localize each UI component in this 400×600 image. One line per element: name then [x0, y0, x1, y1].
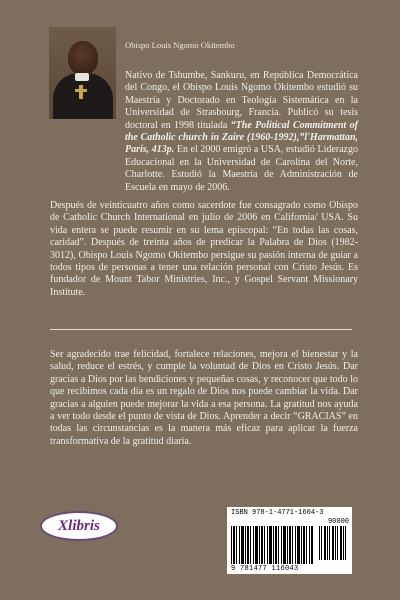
photo-caption: Obispo Louis Ngomo Okitembo: [125, 40, 235, 50]
author-bio-paragraph-2: Después de veinticuatro años como sacerdote fue consagrado como Obispo de Catholic Church International en julio de 2006 en California/ USA. Su vida entera se puede resumir en su lema episcopal: “En todas las cosas, caridad”. Después de treinta años de predicar la Palabra de Dios (1982-3012), Obispo Louis Ngomo Okitembo persigue su pasión interna de guiar a todos tipos de personas a tener una relación personal con Cristo Jesús. Es fundador de Mount Tabor Ministries, Inc., y Gospel Servant Missionary Institute.: [50, 200, 358, 298]
author-photo: [49, 27, 116, 119]
divider: [50, 329, 352, 330]
thesis-title: “The Political Commitment of the Catholic church in Zaire (1960-1992),”l'Harmattan, Paris, 413p.: [125, 119, 358, 156]
barcode-box: [227, 507, 352, 574]
gratitude-paragraph: Ser agradecido trae felicidad, fortalece relaciones, mejora el bienestar y la salud, reduce el estrés, y cumple la voluntad de Dios en Cristo Jesús. Dar gracias a Dios por las bendiciones y pequeñas cosas, y reconocer que todo lo que recibimos cada día es un regalo de Dios nos puede cambiar la vida. Dar gracias a alguien puede mejorar la vida a esa persona. La gratitud nos ayuda a ver todo desde el punto de vista de Dios. Aprender a decir “GRACIAS” en todas las circunstancias es la manera más eficaz para aplicar la fuerza transformativa de la gratitud diaria.: [50, 349, 358, 447]
bio-text-b: En el 2000 emigró a USA, estudió Liderazgo Educacional en la Universidad de Carolina del Norte, Charlotte. Estudió la Maestría de Administración de Escuela en mayo de 2006.: [125, 144, 359, 193]
ean-number: 9 781477 116043: [231, 565, 299, 573]
price-code: 90000: [327, 518, 349, 526]
isbn-text: ISBN 978-1-4771-1604-3: [231, 509, 324, 517]
bio-text-a: Nativo de Tshumbe, Sankuru, en República Democrática del Congo, el Obispo Louis Ngomo Okitembo estudió su Maestría y Doctorado en Teología Sistemática en la Universidad de Strasbourg, Francia. Publicó su tesis doctoral en 1998 titulada: [125, 70, 358, 131]
photo-head: [68, 41, 98, 75]
pectoral-cross-icon: [79, 85, 83, 99]
barcode-bars: [231, 526, 313, 564]
photo-collar: [75, 73, 89, 81]
author-bio-paragraph-1: [125, 70, 358, 194]
publisher-logo: [40, 511, 118, 541]
price-barcode-bars: [319, 526, 348, 560]
publisher-logo-text: Xlibris: [58, 517, 100, 534]
